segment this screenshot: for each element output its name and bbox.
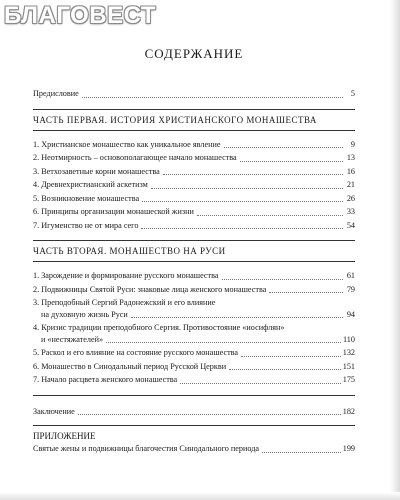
leader-dots [224,147,344,148]
toc-entry-page: 33 [346,207,355,216]
divider [33,395,355,396]
leader-dots [131,317,343,318]
toc-entry-label: 1. Зарождение и формирование русского монашества [33,271,219,280]
leader-dots [151,188,343,189]
toc-entry [33,152,355,164]
toc-entry-page: 151 [342,361,355,371]
toc-entry-page: 182 [342,406,355,416]
part-one-title: ЧАСТЬ ПЕРВАЯ. ИСТОРИЯ ХРИСТИАНСКОГО МОНАШЕСТВА [33,114,317,125]
toc-entry [33,270,355,282]
leader-dots [229,369,341,370]
leader-dots [269,292,343,293]
part-one-list [33,139,355,232]
toc-entry-conclusion [33,406,355,418]
toc-entry-page: 110 [343,334,355,344]
toc-entry-label: 7. Игуменство не от мира сего [33,220,139,230]
part-two-list [33,270,355,386]
toc-entry [33,206,355,218]
toc-entry-label: Предисловие [33,89,79,98]
toc-entry-label-line1: 4. Кризис традиции преподобного Сергия. Противостояние «иосифлян» [33,323,285,332]
appendix-title: ПРИЛОЖЕНИЕ [33,431,96,441]
toc-entry-page: 21 [346,180,355,189]
toc-entry [33,284,355,296]
toc-entry-label: 3. Ветхозаветные корни монашества [33,166,160,176]
part-two-title: ЧАСТЬ ВТОРАЯ. МОНАШЕСТВО НА РУСИ [33,246,226,256]
toc-entry [33,297,355,320]
toc-entry-page: 5 [350,89,355,98]
toc-entry-label: 5. Возникновение монашества [33,193,140,203]
page-bottom-shadow [0,492,400,500]
toc-entry-preface [33,88,355,100]
toc-entry-continuation [33,334,355,346]
toc-entry-label-line2: и «нестяжателей» [41,334,104,344]
toc-entry-continuation [33,309,355,321]
leader-dots [197,215,343,216]
toc-title: СОДЕРЖАНИЕ [144,46,244,61]
toc-entry-page: 9 [350,139,355,149]
toc-entry-label: Заключение [33,406,75,416]
leader-dots [240,161,343,162]
toc-entry-page: 26 [346,193,355,203]
toc-entry-page: 132 [342,348,355,357]
toc-entry-label: 2. Подвижницы Святой Руси: знаковые лица женского монашества [33,284,267,294]
leader-dots [222,279,343,280]
toc-entry [33,166,355,178]
toc-entry [33,322,355,345]
leader-dots [142,201,343,202]
leader-dots [78,414,341,415]
divider [33,130,355,131]
toc-entry-label: 6. Монашество в Синодальный период Русской Церкви [33,361,227,371]
toc-entry-page: 79 [346,284,355,294]
leader-dots [163,174,343,175]
toc-entry-label: 5. Раскол и его влияние на состояние русского монашества [33,348,239,357]
leader-dots [106,342,341,343]
toc-entry-page: 199 [342,444,355,453]
toc-entry [33,193,355,205]
toc-entry-label: 6. Принципы организации монашеской жизни [33,207,194,216]
toc-entry-label: 4. Древнехристианский аскетизм [33,180,148,189]
divider [33,425,355,426]
toc-entry-label: 1. Христианское монашество как уникальное явление [33,139,221,149]
toc-entry [33,220,355,232]
page-edge-shadow [390,0,400,500]
divider [33,240,355,241]
toc-entry [33,179,355,191]
toc-entry-label-line1: 3. Преподобный Сергий Радонежский и его влияние [33,298,216,307]
table-of-contents [33,46,355,457]
toc-entry [33,139,355,151]
divider [33,109,355,110]
divider [33,261,355,262]
leader-dots [241,356,341,357]
leader-dots [82,97,343,98]
toc-entry-page: 54 [346,220,355,230]
toc-entry-page: 61 [346,271,355,280]
toc-entry-page: 13 [346,153,355,162]
toc-entry [33,374,355,386]
toc-entry-label: 7. Начало расцвета женского монашества [33,375,178,384]
toc-entry-page: 94 [346,309,355,319]
leader-dots [262,452,341,453]
toc-entry [33,347,355,359]
toc-entry-label: Святые жены и подвижницы благочестия Синодального периода [33,444,260,453]
toc-entry [33,361,355,373]
watermark-logo: БЛАГОВЕСТ [4,2,157,29]
toc-entry-appendix [33,443,355,455]
toc-entry-label-line2: на духовную жизнь Руси [41,309,128,319]
leader-dots [141,228,343,229]
toc-entry-label: 2. Неотмирность – основополагающее начало монашества [33,153,237,162]
toc-entry-page: 16 [346,166,355,176]
leader-dots [180,383,341,384]
toc-entry-page: 175 [342,375,355,384]
